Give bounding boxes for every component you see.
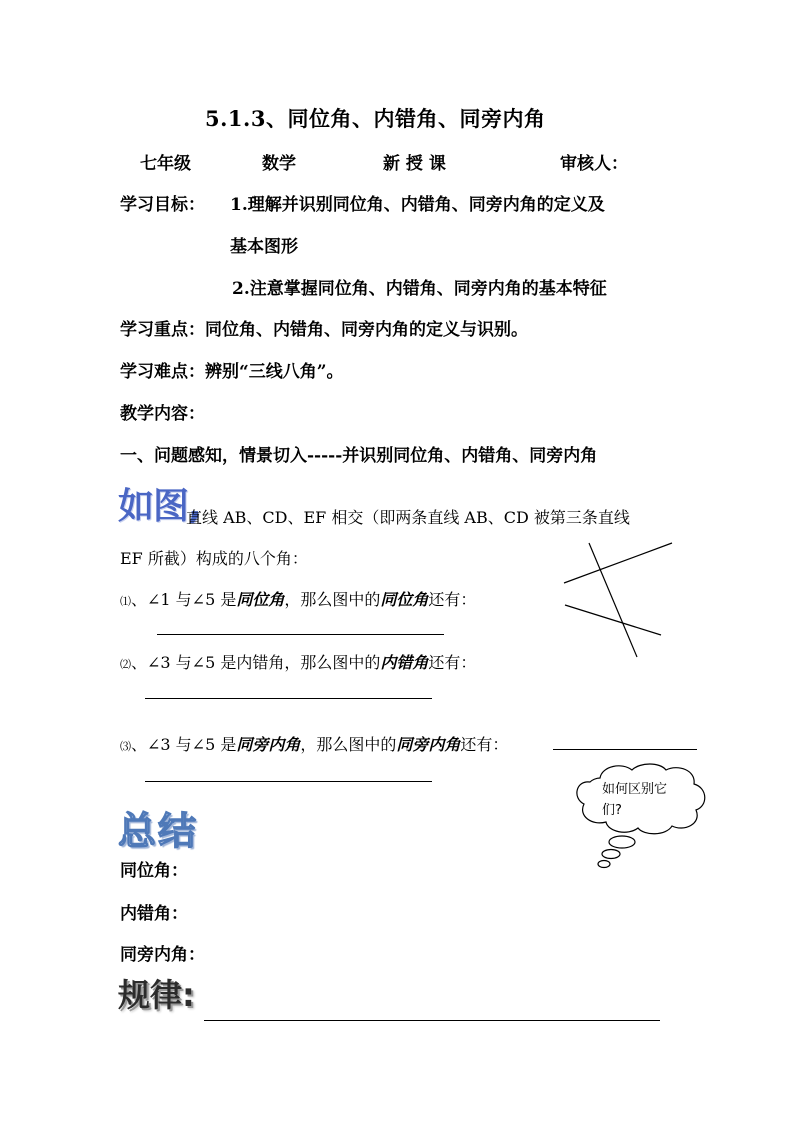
objective-2: 2.注意掌握同位角、内错角、同旁内角的基本特征 (232, 279, 607, 299)
answer-line-2[interactable] (145, 698, 432, 699)
ru-tu-wordart: 如图, (118, 486, 201, 527)
answer-line-1[interactable] (157, 634, 444, 635)
question-1 (120, 587, 476, 610)
question-3-number: ⑶ (120, 740, 131, 753)
question-1-prefix: 、∠1 与∠5 是 (131, 590, 237, 609)
three-lines-figure (555, 535, 680, 665)
question-2-number: ⑵ (120, 658, 131, 671)
question-1-number: ⑴ (120, 595, 131, 608)
question-3-mid: ，那么图中的 (300, 735, 397, 754)
summary-wordart: 总结 (118, 809, 199, 853)
question-1-term: 同位角 (236, 590, 285, 609)
answer-line-3a[interactable] (553, 749, 697, 750)
question-3-term: 同旁内角 (236, 735, 301, 754)
line-ab (564, 543, 672, 583)
question-1-suffix: 还有： (428, 590, 477, 609)
question-2-prefix: 、∠3 与∠5 是内错角，那么图中的 (131, 653, 381, 672)
line-ef (589, 543, 637, 657)
difficulty: 学习难点：辨别“三线八角”。 (120, 362, 344, 382)
question-3 (120, 732, 508, 755)
subject-label: 数学 (262, 154, 296, 174)
bubble-text-line-1: 如何区别它 (602, 782, 668, 797)
question-1-term2: 同位角 (380, 590, 429, 609)
key-points: 学习重点：同位角、内错角、同旁内角的定义与识别。 (120, 320, 528, 340)
question-2-term2: 内错角 (380, 653, 429, 672)
answer-line-3b[interactable] (145, 781, 432, 782)
page-title: 5.1.3、同位角、内错角、同旁内角 (205, 106, 546, 131)
rule-wordart: 规律: (118, 976, 195, 1014)
intro-line-2: EF 所截）构成的八个角： (120, 549, 308, 568)
objectives-label: 学习目标： (120, 195, 205, 215)
rule-answer-line[interactable] (204, 1020, 660, 1021)
question-1-mid: ，那么图中的 (284, 590, 381, 609)
question-2 (120, 650, 476, 673)
grade-label: 七年级 (140, 154, 191, 174)
question-3-suffix: 还有： (460, 735, 509, 754)
question-3-term2: 同旁内角 (396, 735, 461, 754)
objective-1-line2: 基本图形 (230, 237, 298, 257)
reviewer-label: 审核人： (560, 154, 628, 174)
intro-line-1: 直线 AB、CD、EF 相交（即两条直线 AB、CD 被第三条直线 (186, 508, 630, 527)
summary-neicuo: 内错角： (120, 904, 188, 924)
question-2-suffix: 还有： (428, 653, 477, 672)
lesson-type-label: 新 授 课 (383, 154, 446, 174)
section-1-title: 一、问题感知，情景切入-----并识别同位角、内错角、同旁内角 (120, 446, 598, 466)
summary-tongpang: 同旁内角： (120, 945, 205, 965)
content-label: 教学内容： (120, 404, 205, 424)
question-3-prefix: 、∠3 与∠5 是 (131, 735, 237, 754)
summary-tongwei: 同位角： (120, 861, 188, 881)
objective-1-line1: 1.理解并识别同位角、内错角、同旁内角的定义及 (230, 195, 605, 215)
bubble-text-line-2: 们? (602, 803, 622, 818)
line-cd (565, 605, 661, 635)
